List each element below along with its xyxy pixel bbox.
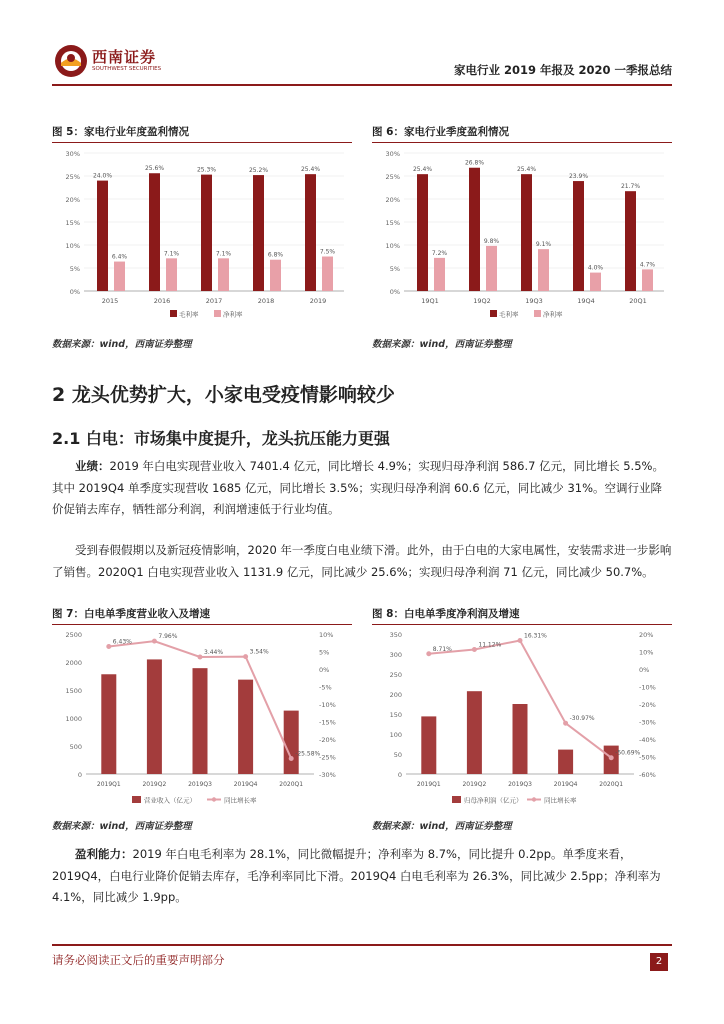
bar-value <box>101 674 116 774</box>
bar-value <box>467 691 482 774</box>
growth-point <box>426 651 431 656</box>
y-left-tick-label: 2000 <box>65 659 82 667</box>
bar-value <box>421 716 436 774</box>
header-divider <box>52 84 672 86</box>
x-tick-label: 2019Q3 <box>188 781 212 788</box>
y-left-tick-label: 500 <box>69 743 82 751</box>
y-right-tick-label: -20% <box>319 736 336 744</box>
growth-label: 7.96% <box>158 633 178 641</box>
footer-divider <box>52 944 672 946</box>
growth-point <box>472 647 477 652</box>
x-tick-label: 2020Q1 <box>599 781 624 788</box>
x-tick-label: 19Q4 <box>577 297 595 305</box>
y-left-tick-label: 350 <box>389 631 402 639</box>
bar-net-margin <box>114 262 125 291</box>
growth-point <box>198 654 203 659</box>
bar-value <box>193 668 208 774</box>
y-tick-label: 5% <box>69 265 80 273</box>
legend-swatch <box>490 310 497 317</box>
y-right-tick-label: -10% <box>319 701 336 709</box>
y-tick-label: 0% <box>69 288 80 296</box>
growth-label: 11.12% <box>478 641 502 649</box>
y-left-tick-label: 50 <box>393 751 402 759</box>
legend-swatch <box>452 796 461 803</box>
data-label: 6.4% <box>111 253 128 261</box>
bar-net-margin <box>642 269 653 291</box>
y-right-tick-label: 10% <box>319 631 334 639</box>
y-right-tick-label: -10% <box>639 683 656 692</box>
subsection-heading: 2.1 白电：市场集中度提升，龙头抗压能力更强 <box>52 429 390 448</box>
bar-gross-margin <box>253 175 264 291</box>
y-left-tick-label: 1000 <box>65 715 82 723</box>
x-tick-label: 2019 <box>309 297 327 305</box>
y-tick-label: 0% <box>389 288 400 296</box>
y-left-tick-label: 100 <box>389 731 402 739</box>
paragraph-lead: 盈利能力： <box>75 847 133 861</box>
y-left-tick-label: 200 <box>389 691 402 699</box>
y-left-tick-label: 0 <box>397 771 402 779</box>
y-tick-label: 30% <box>385 150 400 158</box>
legend-label: 同比增长率 <box>224 796 257 805</box>
paragraph-covid-impact <box>52 540 672 583</box>
fig7-caption-rule <box>52 624 352 625</box>
y-right-tick-label: -20% <box>639 701 656 709</box>
growth-point <box>609 755 614 760</box>
y-right-tick-label: 20% <box>639 631 654 639</box>
bar-value <box>513 704 528 774</box>
y-tick-label: 15% <box>65 219 80 227</box>
fig5-caption-rule <box>52 142 352 143</box>
data-label: 25.2% <box>248 167 269 175</box>
data-label: 23.9% <box>568 173 589 181</box>
bar-gross-margin <box>201 175 212 291</box>
data-label: 7.1% <box>163 250 180 258</box>
bar-net-margin <box>434 258 445 291</box>
y-right-tick-label: 0% <box>639 666 650 674</box>
bar-value <box>238 680 253 774</box>
data-label: 25.4% <box>516 166 537 174</box>
bar-gross-margin <box>625 191 636 291</box>
legend-swatch <box>132 796 141 803</box>
data-label: 26.8% <box>464 159 485 167</box>
growth-point <box>106 644 111 649</box>
x-tick-label: 2019Q3 <box>508 781 532 788</box>
growth-point <box>289 756 294 761</box>
legend-swatch <box>212 797 216 801</box>
fig7-source: 数据来源：wind，西南证券整理 <box>52 821 192 832</box>
y-left-tick-label: 150 <box>389 711 402 719</box>
growth-point <box>152 639 157 644</box>
bar-net-margin <box>590 273 601 291</box>
x-tick-label: 20Q1 <box>629 297 647 305</box>
paragraph-profitability <box>52 844 672 909</box>
legend-label: 毛利率 <box>179 310 199 319</box>
fig7-caption: 图 7：白电单季度营业收入及增速 <box>52 608 210 620</box>
growth-point <box>563 721 568 726</box>
fig6-source: 数据来源：wind，西南证券整理 <box>372 339 512 350</box>
fig8-source: 数据来源：wind，西南证券整理 <box>372 821 512 832</box>
y-right-tick-label: -60% <box>639 771 656 779</box>
fig6-chart <box>372 145 672 325</box>
growth-point <box>518 638 523 643</box>
paragraph-lead: 业绩： <box>75 459 110 473</box>
y-right-tick-label: 10% <box>639 648 654 657</box>
y-left-tick-label: 300 <box>389 651 402 659</box>
brand-name-en: SOUTHWEST SECURITIES <box>92 66 162 72</box>
bar-net-margin <box>486 246 497 291</box>
paragraph-body: 受到春假假期以及新冠疫情影响，2020 年一季度白电业绩下滑。此外，由于白电的大家电属性，安装需求进一步影响了销售。2020Q1 白电实现营业收入 1131.9 亿元，同比减少 25.6%；实现归母净利润 71 亿元，同比减少 50.7%。 <box>52 543 672 579</box>
legend-swatch <box>534 310 541 317</box>
bar-gross-margin <box>521 174 532 291</box>
report-title: 家电行业 2019 年报及 2020 一季报总结 <box>453 63 672 77</box>
x-tick-label: 2019Q1 <box>416 781 441 788</box>
y-tick-label: 25% <box>65 173 80 181</box>
y-tick-label: 20% <box>65 196 80 204</box>
footer-disclaimer: 请务必阅读正文后的重要声明部分 <box>52 953 225 967</box>
fig5-chart <box>52 145 352 325</box>
data-label: 9.8% <box>483 237 500 245</box>
y-tick-label: 10% <box>385 242 400 250</box>
legend-swatch <box>214 310 221 317</box>
bar-net-margin <box>270 260 281 291</box>
fig6-caption-rule <box>372 142 672 143</box>
y-right-tick-label: -5% <box>319 683 332 692</box>
y-right-tick-label: -25% <box>319 753 336 762</box>
y-right-tick-label: -50% <box>639 753 656 762</box>
y-left-tick-label: 2500 <box>65 631 82 639</box>
brand-name: 西南证券 <box>92 48 157 66</box>
y-tick-label: 10% <box>65 242 80 250</box>
fig5-caption: 图 5：家电行业年度盈利情况 <box>52 126 189 138</box>
y-right-tick-label: 5% <box>319 648 330 657</box>
bar-net-margin <box>218 258 229 291</box>
brand-logo-icon <box>54 44 88 78</box>
data-label: 21.7% <box>620 183 641 191</box>
x-tick-label: 2019Q4 <box>553 781 578 788</box>
bar-net-margin <box>538 249 549 291</box>
legend-label: 净利率 <box>543 310 563 319</box>
y-tick-label: 5% <box>389 265 400 273</box>
bar-net-margin <box>166 258 177 291</box>
bar-net-margin <box>322 257 333 292</box>
x-tick-label: 2017 <box>205 297 223 305</box>
bar-gross-margin <box>305 174 316 291</box>
data-label: 7.5% <box>319 248 336 256</box>
y-left-tick-label: 0 <box>77 771 82 779</box>
paragraph-performance <box>52 456 672 521</box>
y-left-tick-label: 1500 <box>65 687 82 695</box>
y-tick-label: 15% <box>385 219 400 227</box>
y-left-tick-label: 250 <box>389 671 402 679</box>
x-tick-label: 19Q2 <box>473 297 491 305</box>
y-tick-label: 30% <box>65 150 80 158</box>
data-label: 6.8% <box>267 251 284 259</box>
x-tick-label: 2019Q2 <box>462 781 487 788</box>
data-label: 7.2% <box>431 249 448 257</box>
data-label: 25.4% <box>412 166 433 174</box>
y-right-tick-label: -30% <box>639 718 656 727</box>
data-label: 4.7% <box>639 261 656 269</box>
x-tick-label: 19Q3 <box>525 297 543 305</box>
x-tick-label: 2019Q1 <box>96 781 121 788</box>
section-heading: 2 龙头优势扩大，小家电受疫情影响较少 <box>52 384 395 406</box>
data-label: 25.6% <box>144 165 165 173</box>
bar-value <box>284 711 299 774</box>
page-number: 2 <box>650 953 668 971</box>
bar-value <box>147 659 162 774</box>
growth-label: 6.43% <box>112 638 132 646</box>
data-label: 7.1% <box>215 250 232 258</box>
legend-swatch <box>532 797 536 801</box>
x-tick-label: 2019Q4 <box>233 781 258 788</box>
growth-label: 16.31% <box>524 632 547 640</box>
x-tick-label: 2015 <box>101 297 119 305</box>
data-label: 9.1% <box>535 241 552 249</box>
fig8-caption-rule <box>372 624 672 625</box>
legend-label: 净利率 <box>223 310 243 319</box>
growth-label: 3.54% <box>249 648 269 656</box>
fig7-chart <box>52 626 352 812</box>
y-tick-label: 25% <box>385 173 400 181</box>
growth-label: -50.69% <box>615 749 641 757</box>
x-tick-label: 2020Q1 <box>279 781 304 788</box>
bar-gross-margin <box>417 174 428 291</box>
paragraph-body: 2019 年白电毛利率为 28.1%，同比微幅提升；净利率为 8.7%，同比提升 0.2pp。单季度来看，2019Q4，白电行业降价促销去库存，毛净利率同比下滑。2019Q4 白电毛利率为 26.3%，同比减少 2.5pp；净利率为 4.1%，同比减少 1.9pp。 <box>52 847 661 904</box>
bar-gross-margin <box>573 181 584 291</box>
growth-label: -30.97% <box>569 715 595 723</box>
bar-gross-margin <box>469 168 480 291</box>
y-right-tick-label: -30% <box>319 771 336 779</box>
legend-label: 同比增长率 <box>544 796 577 805</box>
growth-label: 3.44% <box>204 648 224 656</box>
data-label: 24.0% <box>92 172 113 180</box>
legend-label: 毛利率 <box>499 310 519 319</box>
data-label: 25.4% <box>300 166 321 174</box>
fig6-caption: 图 6：家电行业季度盈利情况 <box>372 126 509 138</box>
x-tick-label: 19Q1 <box>421 297 439 305</box>
x-tick-label: 2016 <box>153 297 171 305</box>
bar-value <box>558 750 573 774</box>
data-label: 4.0% <box>587 264 604 272</box>
data-label: 25.3% <box>196 166 217 174</box>
y-right-tick-label: -40% <box>639 736 656 744</box>
legend-label: 营业收入（亿元） <box>144 796 196 805</box>
fig8-caption: 图 8：白电单季度净利润及增速 <box>372 608 520 620</box>
growth-label: -25.58% <box>295 750 321 758</box>
growth-label: 8.71% <box>432 645 452 653</box>
growth-point <box>243 654 248 659</box>
bar-gross-margin <box>97 181 108 291</box>
bar-gross-margin <box>149 173 160 291</box>
y-right-tick-label: 0% <box>319 666 330 674</box>
y-tick-label: 20% <box>385 196 400 204</box>
y-right-tick-label: -15% <box>319 718 336 727</box>
fig8-chart <box>372 626 672 812</box>
legend-label: 归母净利润（亿元） <box>464 796 523 805</box>
x-tick-label: 2019Q2 <box>142 781 167 788</box>
paragraph-body: 2019 年白电实现营业收入 7401.4 亿元，同比增长 4.9%；实现归母净利润 586.7 亿元，同比增长 5.5%。其中 2019Q4 单季度实现营收 1685 亿元，同比增长 3.5%；实现归母净利润 60.6 亿元，同比减少 31%。空调行业降价促销去库存，牺牲部分利润，利润增速低于行业均值。 <box>52 459 664 516</box>
x-tick-label: 2018 <box>257 297 275 305</box>
fig5-source: 数据来源：wind，西南证券整理 <box>52 339 192 350</box>
legend-swatch <box>170 310 177 317</box>
